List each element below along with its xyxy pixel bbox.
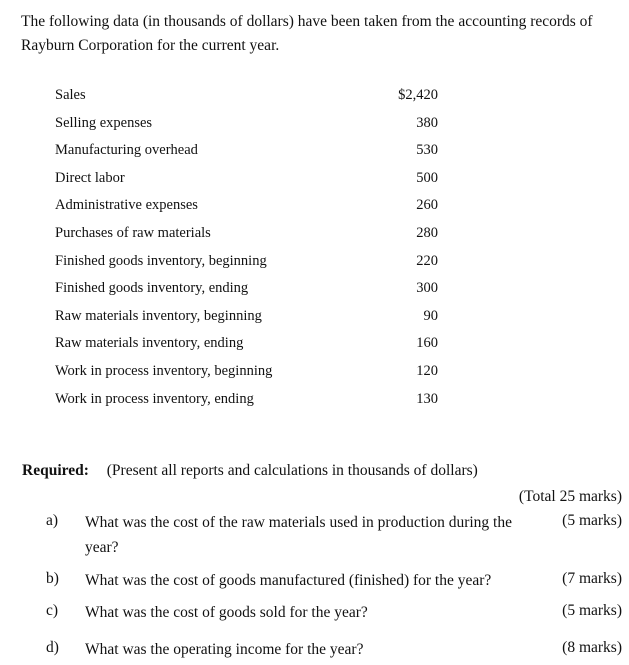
question-text: What was the cost of goods sold for the year? [85, 604, 368, 621]
data-row-finished-goods-ending [55, 276, 445, 304]
row-value: 380 [416, 114, 438, 131]
row-label: Finished goods inventory, ending [55, 280, 249, 297]
row-value: 280 [416, 224, 438, 241]
row-label: Finished goods inventory, beginning [55, 252, 267, 269]
row-label: Manufacturing overhead [55, 142, 198, 159]
question-text: What was the cost of goods manufactured (finished) for the year? [85, 572, 492, 589]
question-marks: (7 marks) [562, 570, 622, 587]
question-letter: b) [46, 570, 59, 587]
row-value: 120 [416, 362, 438, 379]
required-label: Required: [22, 462, 89, 479]
data-row-raw-materials-ending [55, 331, 445, 359]
data-row-raw-materials-beginning [55, 304, 445, 332]
total-marks: (Total 25 marks) [518, 488, 622, 505]
row-value: 300 [416, 280, 438, 297]
data-row-work-in-process-ending [55, 387, 445, 415]
row-value: 500 [416, 169, 438, 186]
row-value: 530 [416, 142, 438, 159]
row-value: 160 [416, 335, 438, 352]
row-label: Sales [55, 87, 86, 103]
row-label: Raw materials inventory, beginning [55, 307, 262, 324]
question-text: What was the operating income for the year? [85, 641, 364, 658]
question-marks: (5 marks) [562, 602, 622, 619]
data-row-work-in-process-beginning [55, 359, 445, 387]
accounting-data-table [55, 83, 445, 414]
intro-paragraph: The following data (in thousands of dollars) have been taken from the accounting records of Rayburn Corporation for the current year. [21, 13, 593, 54]
data-row-direct-labor [55, 166, 445, 194]
question-text: What was the cost of the raw materials used in production during the year? [85, 514, 512, 556]
data-row-sales [55, 83, 445, 111]
row-label: Work in process inventory, beginning [55, 362, 273, 379]
row-value: 220 [416, 252, 438, 269]
question-letter: d) [46, 639, 59, 656]
row-value: 260 [416, 197, 438, 214]
row-label: Direct labor [55, 169, 125, 186]
data-row-manufacturing-overhead [55, 138, 445, 166]
data-row-finished-goods-beginning [55, 249, 445, 277]
question-marks: (5 marks) [562, 512, 622, 529]
row-label: Raw materials inventory, ending [55, 335, 244, 352]
row-label: Administrative expenses [55, 197, 198, 214]
row-label: Selling expenses [55, 114, 153, 131]
question-letter: c) [46, 602, 59, 619]
required-line [22, 460, 478, 482]
question-letter: a) [46, 512, 59, 529]
required-instruction: (Present all reports and calculations in thousands of dollars) [106, 462, 478, 479]
data-row-administrative-expenses [55, 193, 445, 221]
row-value: 90 [423, 307, 438, 324]
row-label: Work in process inventory, ending [55, 390, 254, 407]
row-label: Purchases of raw materials [55, 224, 211, 241]
row-value: 130 [416, 390, 438, 407]
data-row-purchases-raw-materials [55, 221, 445, 249]
row-value: $2,420 [398, 87, 438, 103]
data-row-selling-expenses [55, 111, 445, 139]
question-marks: (8 marks) [562, 639, 622, 656]
